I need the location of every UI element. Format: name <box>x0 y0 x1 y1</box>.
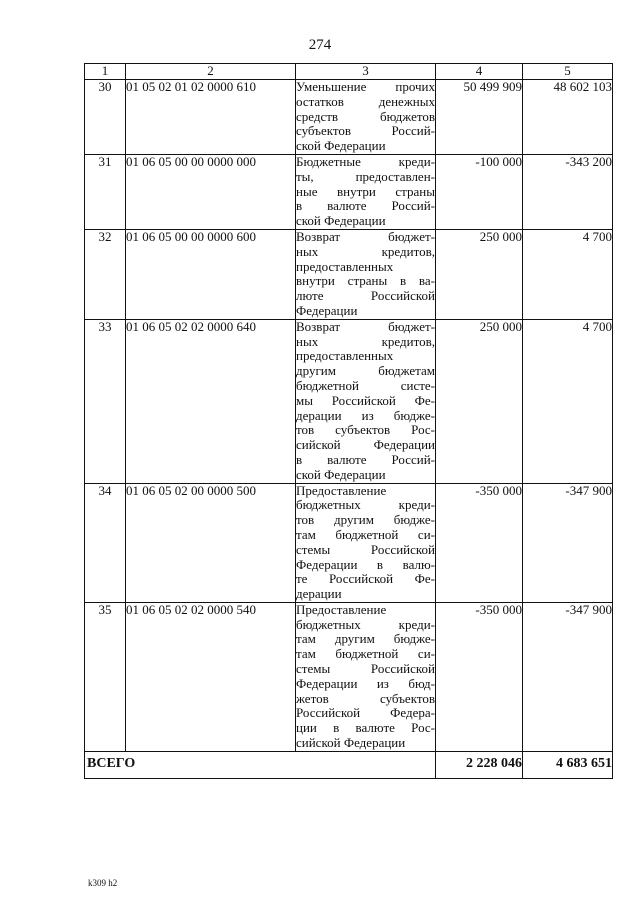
amount-col-4: -100 000 <box>436 154 523 229</box>
amount-col-5: -347 900 <box>523 602 613 751</box>
table-row <box>85 483 613 602</box>
description-line: там бюджетной си- <box>296 646 435 662</box>
budget-code: 01 06 05 02 02 0000 640 <box>126 319 296 483</box>
description-line: бюджетных креди- <box>296 616 435 632</box>
description-line: бюджетной систе- <box>296 377 435 393</box>
header-col-2: 2 <box>126 64 296 80</box>
header-col-3: 3 <box>296 64 436 80</box>
table-row <box>85 602 613 751</box>
item-description <box>296 319 436 483</box>
header-col-1: 1 <box>85 64 126 80</box>
amount-col-5: -347 900 <box>523 483 613 602</box>
description-line: тов другим бюдже- <box>296 512 435 528</box>
description-line: стемы Российской <box>296 541 435 557</box>
budget-code: 01 06 05 00 00 0000 000 <box>126 154 296 229</box>
row-number: 32 <box>85 229 126 319</box>
item-description <box>296 483 436 602</box>
description-line: Предоставление <box>296 482 387 498</box>
header-row <box>85 64 613 80</box>
description-line: предоставленных <box>296 348 394 364</box>
budget-code: 01 05 02 01 02 0000 610 <box>126 80 296 155</box>
header-col-5: 5 <box>523 64 613 80</box>
description-line: средств бюджетов <box>296 108 435 124</box>
amount-col-5: 48 602 103 <box>523 80 613 155</box>
description-line: стемы Российской <box>296 661 435 677</box>
description-line: сийской Федерации <box>296 437 435 453</box>
budget-code: 01 06 05 00 00 0000 600 <box>126 229 296 319</box>
amount-col-4: 50 499 909 <box>436 80 523 155</box>
table-row <box>85 229 613 319</box>
amount-col-4: 250 000 <box>436 229 523 319</box>
description-line: ской Федерации <box>296 466 386 482</box>
description-line: там бюджетной си- <box>296 526 435 542</box>
description-line: жетов субъектов <box>296 690 435 706</box>
budget-table <box>84 63 613 779</box>
item-description <box>296 602 436 751</box>
description-line: ты, предоставлен- <box>296 168 435 184</box>
description-line: предоставленных <box>296 258 394 274</box>
total-amount-col-5: 4 683 651 <box>523 751 613 778</box>
row-number: 35 <box>85 602 126 751</box>
amount-col-5: -343 200 <box>523 154 613 229</box>
description-line: ской Федерации <box>296 213 386 229</box>
description-line: Предоставление <box>296 601 387 617</box>
row-number: 31 <box>85 154 126 229</box>
item-description <box>296 229 436 319</box>
description-line: тов субъектов Рос- <box>296 422 435 438</box>
header-col-4: 4 <box>436 64 523 80</box>
description-line: там другим бюдже- <box>296 631 435 647</box>
budget-code: 01 06 05 02 00 0000 500 <box>126 483 296 602</box>
item-description <box>296 154 436 229</box>
description-line: бюджетных креди- <box>296 497 435 513</box>
row-number: 30 <box>85 80 126 155</box>
table-row <box>85 80 613 155</box>
description-line: сийской Федерации <box>296 735 406 751</box>
description-line: ных кредитов, <box>296 243 435 259</box>
footer-code: k309 h2 <box>88 878 118 888</box>
description-line: ные внутри страны <box>296 183 435 199</box>
description-line: те Российской Фе- <box>296 571 435 587</box>
item-description <box>296 80 436 155</box>
description-line: Уменьшение прочих <box>296 79 435 94</box>
description-line: мы Российской Фе- <box>296 392 435 408</box>
total-row <box>85 751 613 778</box>
description-line: Федерации из бюд- <box>296 675 435 691</box>
description-line: внутри страны в ва- <box>296 273 435 289</box>
description-line: субъектов Россий- <box>296 123 435 139</box>
total-label: ВСЕГО <box>85 751 436 778</box>
description-line: Возврат бюджет- <box>296 228 435 244</box>
budget-code: 01 06 05 02 02 0000 540 <box>126 602 296 751</box>
amount-col-4: -350 000 <box>436 483 523 602</box>
amount-col-4: -350 000 <box>436 602 523 751</box>
description-line: Возврат бюджет- <box>296 318 435 334</box>
description-line: Российской Федера- <box>296 705 435 721</box>
description-line: люте Российской <box>296 288 435 304</box>
description-line: в валюте Россий- <box>296 451 435 467</box>
description-line: другим бюджетам <box>296 363 435 379</box>
total-amount-col-4: 2 228 046 <box>436 751 523 778</box>
row-number: 34 <box>85 483 126 602</box>
description-line: дерации из бюдже- <box>296 407 435 423</box>
description-line: Бюджетные креди- <box>296 153 435 169</box>
table-row <box>85 154 613 229</box>
description-line: Федерации <box>296 302 358 318</box>
page-number: 274 <box>308 37 332 53</box>
description-line: ской Федерации <box>296 138 386 154</box>
description-line: остатков денежных <box>296 93 435 109</box>
description-line: ции в валюте Рос- <box>296 720 435 736</box>
amount-col-5: 4 700 <box>523 319 613 483</box>
description-line: Федерации в валю- <box>296 556 435 572</box>
row-number: 33 <box>85 319 126 483</box>
description-line: дерации <box>296 586 342 602</box>
amount-col-5: 4 700 <box>523 229 613 319</box>
amount-col-4: 250 000 <box>436 319 523 483</box>
description-line: ных кредитов, <box>296 333 435 349</box>
description-line: в валюте Россий- <box>296 198 435 214</box>
table-row <box>85 319 613 483</box>
